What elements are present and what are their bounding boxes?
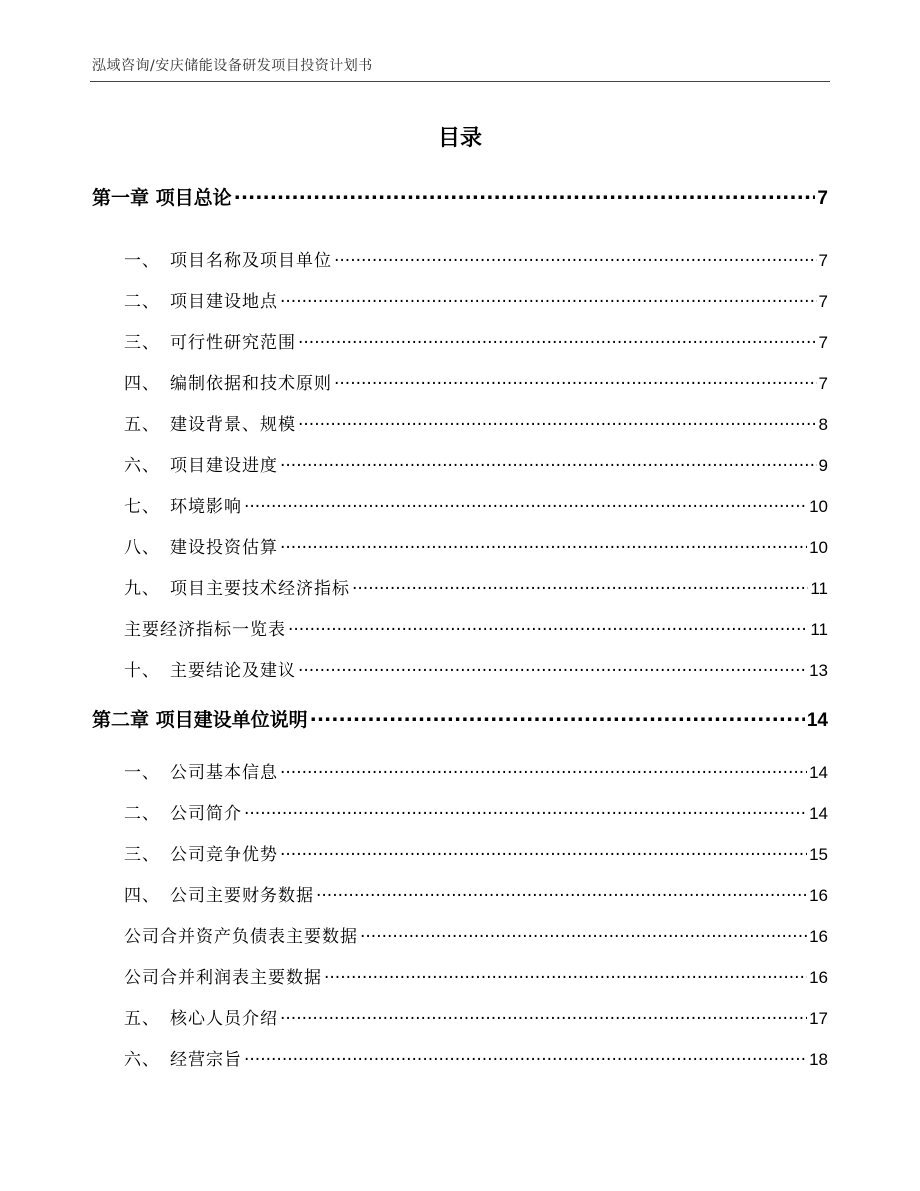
toc-entry-number: 四、 bbox=[124, 886, 160, 906]
toc-leader-dots bbox=[352, 577, 808, 594]
toc-entry-number: 五、 bbox=[124, 1009, 160, 1029]
toc-entry-page: 7 bbox=[817, 188, 828, 209]
toc-title: 目录 bbox=[437, 126, 482, 151]
toc-section[interactable] bbox=[92, 574, 828, 599]
toc-leader-dots bbox=[280, 536, 807, 553]
toc-entry-label: 公司合并资产负债表主要数据 bbox=[124, 927, 358, 947]
toc-entry-page: 10 bbox=[809, 538, 828, 557]
toc-leader-dots bbox=[334, 249, 817, 266]
toc-entry-number: 一、 bbox=[124, 251, 160, 271]
toc-entry-number: 八、 bbox=[124, 538, 160, 558]
toc-entry-page: 15 bbox=[809, 845, 828, 864]
toc-leader-dots bbox=[244, 802, 807, 819]
toc-entry-number: 三、 bbox=[124, 845, 160, 865]
toc-entry-page: 17 bbox=[809, 1009, 828, 1028]
toc-entry-label: 项目建设进度 bbox=[170, 456, 278, 476]
toc-entry-label: 公司竞争优势 bbox=[170, 845, 278, 865]
toc-section[interactable] bbox=[92, 533, 828, 558]
toc-leader-dots bbox=[244, 1048, 807, 1065]
toc-section[interactable] bbox=[92, 799, 828, 824]
toc-entry-label: 公司合并利润表主要数据 bbox=[124, 968, 322, 988]
toc-entry-page: 14 bbox=[809, 804, 828, 823]
toc-entry-number: 五、 bbox=[124, 415, 160, 435]
toc-chapter-1[interactable] bbox=[92, 183, 828, 210]
toc-section[interactable] bbox=[92, 840, 828, 865]
running-header: 泓域咨询/安庆储能设备研发项目投资计划书 bbox=[92, 58, 373, 74]
toc-section[interactable] bbox=[92, 1045, 828, 1070]
toc-chapter-2[interactable] bbox=[92, 705, 828, 732]
toc-leader-dots bbox=[288, 618, 808, 635]
toc-section[interactable] bbox=[92, 492, 828, 517]
toc-entry-label: 可行性研究范围 bbox=[170, 333, 296, 353]
toc-leader-dots bbox=[298, 659, 807, 676]
toc-entry-page: 7 bbox=[818, 333, 828, 352]
toc-entry-label: 项目主要技术经济指标 bbox=[170, 579, 350, 599]
toc-leader-dots bbox=[244, 495, 807, 512]
toc-section[interactable] bbox=[92, 287, 828, 312]
toc-leader-dots bbox=[334, 372, 817, 389]
toc-entry-number: 七、 bbox=[124, 497, 160, 517]
toc-entry-page: 11 bbox=[810, 579, 828, 598]
toc-entry-page: 8 bbox=[818, 415, 828, 434]
toc-entry-label: 建设投资估算 bbox=[170, 538, 278, 558]
toc-section[interactable] bbox=[92, 758, 828, 783]
toc-section[interactable] bbox=[92, 1004, 828, 1029]
toc-entry-page: 13 bbox=[809, 661, 828, 680]
toc-entry-number: 二、 bbox=[124, 804, 160, 824]
toc-section[interactable] bbox=[92, 656, 828, 681]
toc-entry-number: 二、 bbox=[124, 292, 160, 312]
toc-entry-label: 公司主要财务数据 bbox=[170, 886, 314, 906]
toc-entry-label: 公司简介 bbox=[170, 804, 242, 824]
toc-entry-label: 项目建设地点 bbox=[170, 292, 278, 312]
toc-leader-dots bbox=[280, 454, 817, 471]
toc-entry-number: 六、 bbox=[124, 456, 160, 476]
toc-entry-page: 7 bbox=[818, 292, 828, 311]
toc-section[interactable] bbox=[92, 246, 828, 271]
toc-entry-label: 环境影响 bbox=[170, 497, 242, 517]
toc-entry-page: 16 bbox=[809, 968, 828, 987]
toc-entry-number: 六、 bbox=[124, 1050, 160, 1070]
toc-entry-label: 公司基本信息 bbox=[170, 763, 278, 783]
toc-leader-dots bbox=[234, 185, 816, 204]
toc-section[interactable] bbox=[92, 328, 828, 353]
toc-table-entry[interactable] bbox=[92, 922, 828, 947]
toc-entry-page: 14 bbox=[809, 763, 828, 782]
toc-entry-label: 经营宗旨 bbox=[170, 1050, 242, 1070]
toc-leader-dots bbox=[324, 966, 807, 983]
toc-leader-dots bbox=[298, 413, 817, 430]
toc-entry-label: 主要经济指标一览表 bbox=[124, 620, 286, 640]
toc-entry-number: 四、 bbox=[124, 374, 160, 394]
toc-leader-dots bbox=[310, 707, 805, 726]
toc-entry-label: 项目名称及项目单位 bbox=[170, 251, 332, 271]
header-rule bbox=[90, 81, 830, 82]
toc-entry-label: 核心人员介绍 bbox=[170, 1009, 278, 1029]
toc-section[interactable] bbox=[92, 881, 828, 906]
toc-entry-label: 第二章 项目建设单位说明 bbox=[92, 709, 308, 731]
toc-entry-label: 主要结论及建议 bbox=[170, 661, 296, 681]
toc-section[interactable] bbox=[92, 451, 828, 476]
toc-entry-page: 18 bbox=[809, 1050, 828, 1069]
toc-leader-dots bbox=[280, 761, 807, 778]
toc-entry-page: 11 bbox=[810, 620, 828, 639]
toc-table-entry[interactable] bbox=[92, 615, 828, 640]
toc-entry-number: 一、 bbox=[124, 763, 160, 783]
toc-entry-label: 建设背景、规模 bbox=[170, 415, 296, 435]
toc-section[interactable] bbox=[92, 369, 828, 394]
toc-entry-page: 14 bbox=[806, 710, 828, 731]
toc-leader-dots bbox=[360, 925, 807, 942]
toc-entry-number: 三、 bbox=[124, 333, 160, 353]
toc-entry-page: 16 bbox=[809, 927, 828, 946]
toc-entry-number: 十、 bbox=[124, 661, 160, 681]
toc-leader-dots bbox=[280, 843, 807, 860]
toc-section[interactable] bbox=[92, 410, 828, 435]
toc-entry-page: 10 bbox=[809, 497, 828, 516]
toc-leader-dots bbox=[280, 1007, 807, 1024]
toc-entry-page: 7 bbox=[818, 374, 828, 393]
toc-leader-dots bbox=[280, 290, 817, 307]
toc-entry-label: 编制依据和技术原则 bbox=[170, 374, 332, 394]
toc-leader-dots bbox=[316, 884, 807, 901]
toc-entry-page: 7 bbox=[818, 251, 828, 270]
toc-entry-page: 16 bbox=[809, 886, 828, 905]
toc-table-entry[interactable] bbox=[92, 963, 828, 988]
toc-entry-page: 9 bbox=[818, 456, 828, 475]
toc-entry-label: 第一章 项目总论 bbox=[92, 187, 232, 209]
toc-entry-number: 九、 bbox=[124, 579, 160, 599]
toc-leader-dots bbox=[298, 331, 817, 348]
